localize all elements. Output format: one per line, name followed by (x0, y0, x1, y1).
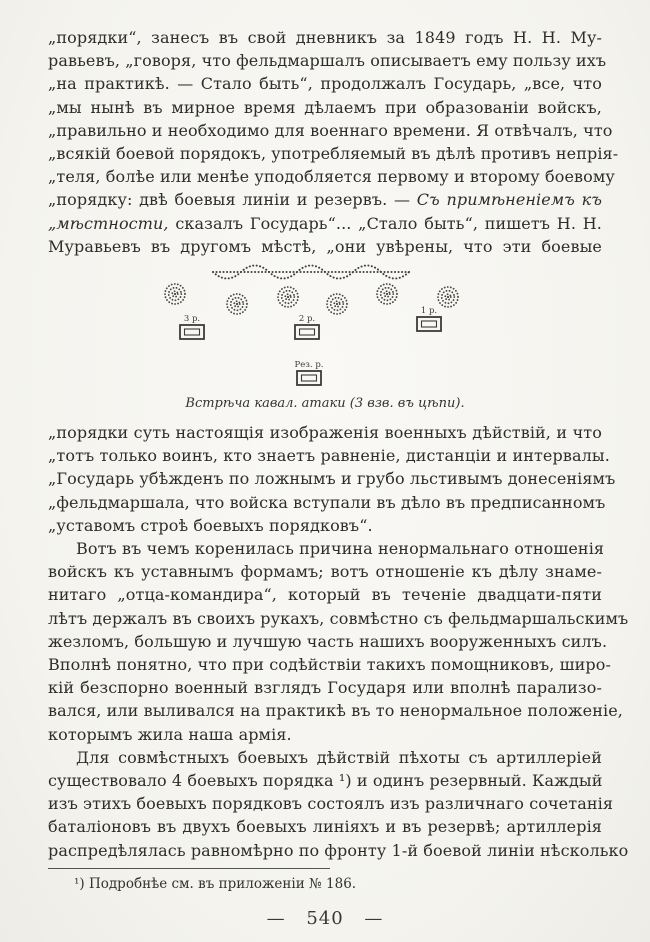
figure-caption: Встрѣча кавал. атаки (3 взв. въ цѣпи). (185, 396, 465, 412)
text-line: кій безспорно военный взглядъ Государя или вполнѣ парализо- (48, 678, 602, 698)
cavalry-cluster-icon (278, 287, 298, 307)
text-line: „мѣстности, сказалъ Государь“... „Стало быть“, пишетъ Н. Н. (48, 213, 602, 233)
text-line: жезломъ, большую и лучшую часть нашихъ вооруженныхъ силъ. (48, 631, 608, 651)
text-line: которымъ жила наша армія. (48, 724, 292, 744)
text-line: Для совмѣстныхъ боевыхъ дѣйствій пѣхоты съ артиллеріей (76, 747, 602, 767)
text-line: лѣтъ держалъ въ своихъ рукахъ, совмѣстно съ фельдмаршальскимъ (48, 608, 629, 628)
cavalry-cluster-icon (227, 294, 247, 314)
text-line: вался, или выливался на практикѣ въ то ненормальное положеніе, (48, 701, 623, 721)
company-2-label: 2 р. (298, 314, 316, 325)
company-marker-3 (180, 314, 204, 339)
text-line: нитаго „отца-командира“, который въ теченіе двадцати-пяти (48, 585, 602, 605)
paragraph-battle-orders (48, 746, 629, 862)
text-line: „всякій боевой порядокъ, употребляемый въ дѣлѣ противъ непрія- (48, 144, 619, 164)
text-line: Вотъ въ чемъ коренилась причина ненормальнаго отношенія (76, 539, 605, 559)
text-line: „фельдмаршала, что войска вступали въ дѣло въ предписанномъ (48, 492, 606, 512)
text-line: „Государь убѣжденъ по ложнымъ и грубо льстивымъ донесеніямъ (48, 469, 616, 489)
text-line: баталіоновъ въ двухъ боевыхъ линіяхъ и въ резервѣ; артиллерія (48, 817, 602, 837)
company-marker-2 (295, 314, 319, 339)
footnote-text: ¹) Подробнѣе см. въ приложеніи № 186. (74, 875, 357, 892)
text-line: „тотъ только воинъ, кто знаетъ равненіе, дистанціи и интервалы. (48, 446, 610, 466)
cavalry-cluster-icon (438, 287, 458, 307)
text-line: „порядки суть настоящія изображенія военныхъ дѣйствій, и что (48, 423, 602, 443)
paragraph-quote-2 (48, 421, 616, 537)
reserve-company-marker (295, 360, 324, 385)
text-line: „теля, болѣе или менѣе уподобляется первому и второму боевому (48, 167, 615, 187)
paragraph-quote-1 (48, 26, 619, 258)
text-line: распредѣлялась равномѣрно по фронту 1-й боевой линіи нѣсколько (48, 840, 629, 860)
skirmisher-chain-icon (213, 266, 411, 279)
page-number: — 540 — (266, 907, 384, 929)
company-1-label: 1 р. (420, 306, 438, 317)
text-line: равьевъ, „говоря, что фельдмаршалъ описываетъ ему пользу ихъ (48, 51, 607, 71)
text-line: „порядку: двѣ боевыя линіи и резервъ. — Съ примѣненіемъ къ (48, 190, 602, 210)
cavalry-cluster-icon (327, 294, 347, 314)
reserve-company-label: Рез. р. (294, 360, 324, 371)
cavalry-cluster-icon (377, 284, 397, 304)
text-line: „на практикѣ. — Стало быть“, продолжалъ Государь, „все, что (48, 74, 602, 94)
text-line: „правильно и необходимо для военнаго времени. Я отвѣчалъ, что (48, 120, 613, 140)
company-marker-1 (417, 306, 441, 331)
text-line: „уставомъ строѣ боевыхъ порядковъ“. (48, 515, 373, 535)
text-line: „мы нынѣ въ мирное время дѣлаемъ при образованіи войскъ, (48, 97, 602, 117)
figure-battle-diagram (48, 264, 602, 411)
text-line: Муравьевъ въ другомъ мѣстѣ, „они увѣрены, что эти боевые (48, 236, 602, 256)
cavalry-cluster-icon (165, 284, 185, 304)
battle-diagram-svg (125, 264, 525, 392)
text-line: войскъ къ уставнымъ формамъ; вотъ отношеніе къ дѣлу знаме- (48, 562, 602, 582)
paragraph-commentary (48, 537, 629, 746)
text-line: Вполнѣ понятно, что при содѣйствіи такихъ помощниковъ, широ- (48, 655, 611, 675)
footnote-separator (48, 868, 330, 869)
company-3-label: 3 р. (183, 314, 201, 325)
text-line: изъ этихъ боевыхъ порядковъ состоялъ изъ различнаго сочетанія (48, 794, 614, 814)
text-line: „порядки“, занесъ въ свой дневникъ за 1849 годъ Н. Н. Му- (48, 28, 602, 47)
text-line: существовало 4 боевыхъ порядка ¹) и одинъ резервный. Каждый (48, 771, 603, 791)
